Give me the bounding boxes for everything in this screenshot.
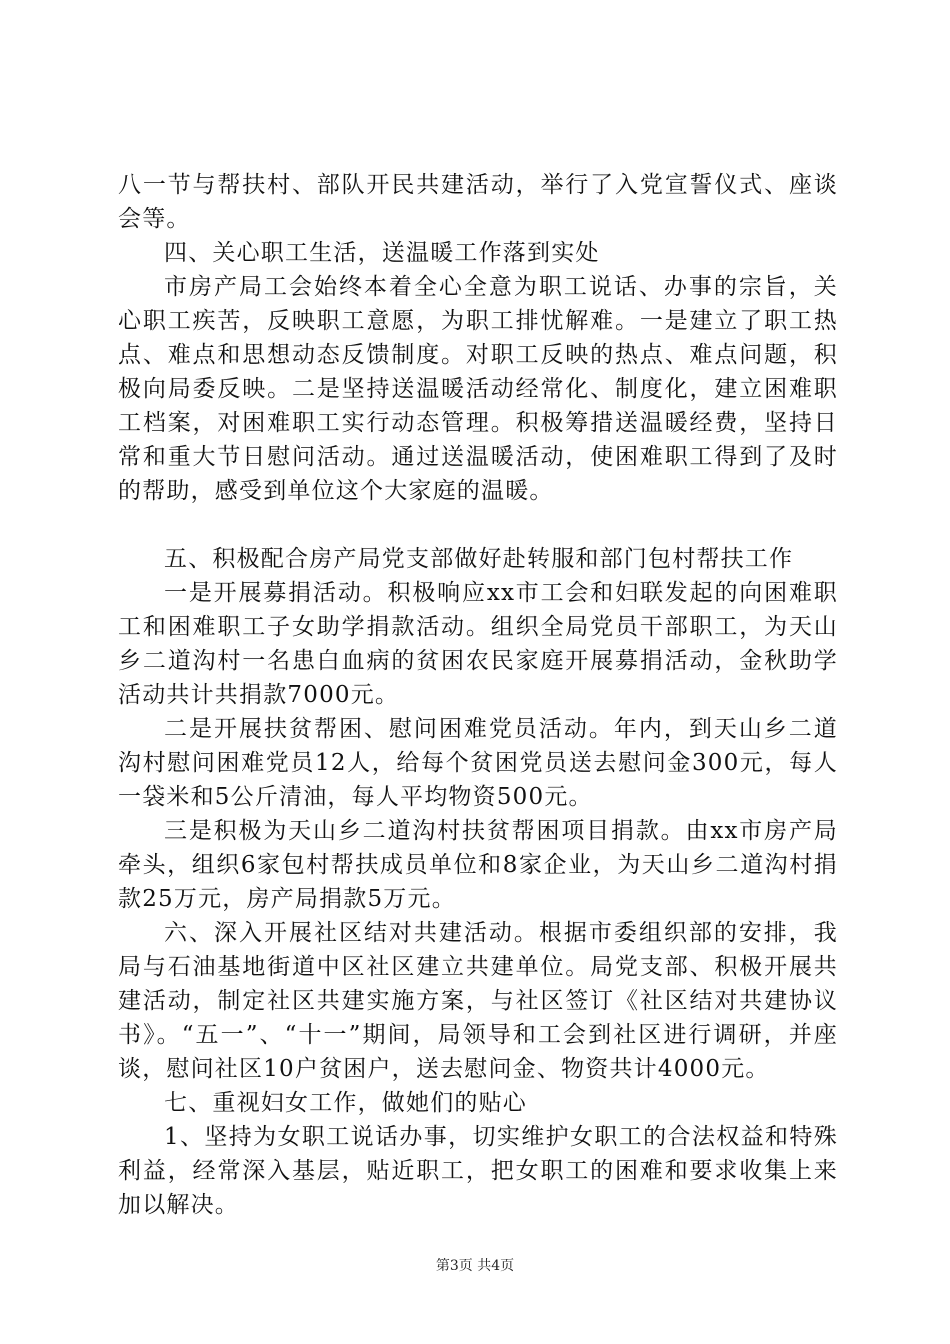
section-heading-5: 五、积极配合房产局党支部做好赴转服和部门包村帮扶工作 xyxy=(164,546,794,572)
section-heading-7: 七、重视妇女工作，做她们的贴心 xyxy=(164,1090,527,1116)
paragraph-poverty-relief: 二是开展扶贫帮困、慰问困难党员活动。年内，到天山乡二道沟村慰问困难党员12人，给每个贫困党员送去慰问金300元，每人一袋米和5公斤清油，每人平均物资500元。 xyxy=(118,716,838,810)
page-footer: 第3页 共4页 xyxy=(435,1258,515,1274)
paragraph-warmth: 市房产局工会始终本着全心全意为职工说话、办事的宗旨，关心职工疾苦，反映职工意愿，为职工排忧解难。一是建立了职工热点、难点和思想动态反馈制度。对职工反映的热点、难点问题，积极向局委反映。二是坚持送温暖活动经常化、制度化，建立困难职工档案，对困难职工实行动态管理。积极筹措送温暖经费，坚持日常和重大节日慰问活动。通过送温暖活动，使困难职工得到了及时的帮助，感受到单位这个大家庭的温暖。 xyxy=(118,274,838,504)
paragraph-women-rights: 1、坚持为女职工说话办事，切实维护女职工的合法权益和特殊利益，经常深入基层，贴近职工，把女职工的困难和要求收集上来加以解决。 xyxy=(118,1124,838,1218)
blank-line xyxy=(118,508,838,542)
paragraph-continuation: 八一节与帮扶村、部队开民共建活动，举行了入党宣誓仪式、座谈会等。 xyxy=(118,172,838,232)
section-heading-4: 四、关心职工生活，送温暖工作落到实处 xyxy=(164,240,600,266)
paragraph-community: 六、深入开展社区结对共建活动。根据市委组织部的安排，我局与石油基地街道中区社区建立共建单位。局党支部、积极开展共建活动，制定社区共建实施方案，与社区签订《社区结对共建协议书》。“五一”、“十一”期间，局领导和工会到社区进行调研，并座谈，慰问社区10户贫困户，送去慰问金、物资共计4000元。 xyxy=(118,920,838,1082)
paragraph-donation: 一是开展募捐活动。积极响应xx市工会和妇联发起的向困难职工和困难职工子女助学捐款活动。组织全局党员干部职工，为天山乡二道沟村一名患白血病的贫困农民家庭开展募捐活动，金秋助学活动共计共捐款7000元。 xyxy=(118,580,838,708)
document-body xyxy=(118,168,838,1222)
paragraph-project-donation: 三是积极为天山乡二道沟村扶贫帮困项目捐款。由xx市房产局牵头，组织6家包村帮扶成员单位和8家企业，为天山乡二道沟村捐款25万元，房产局捐款5万元。 xyxy=(118,818,838,912)
